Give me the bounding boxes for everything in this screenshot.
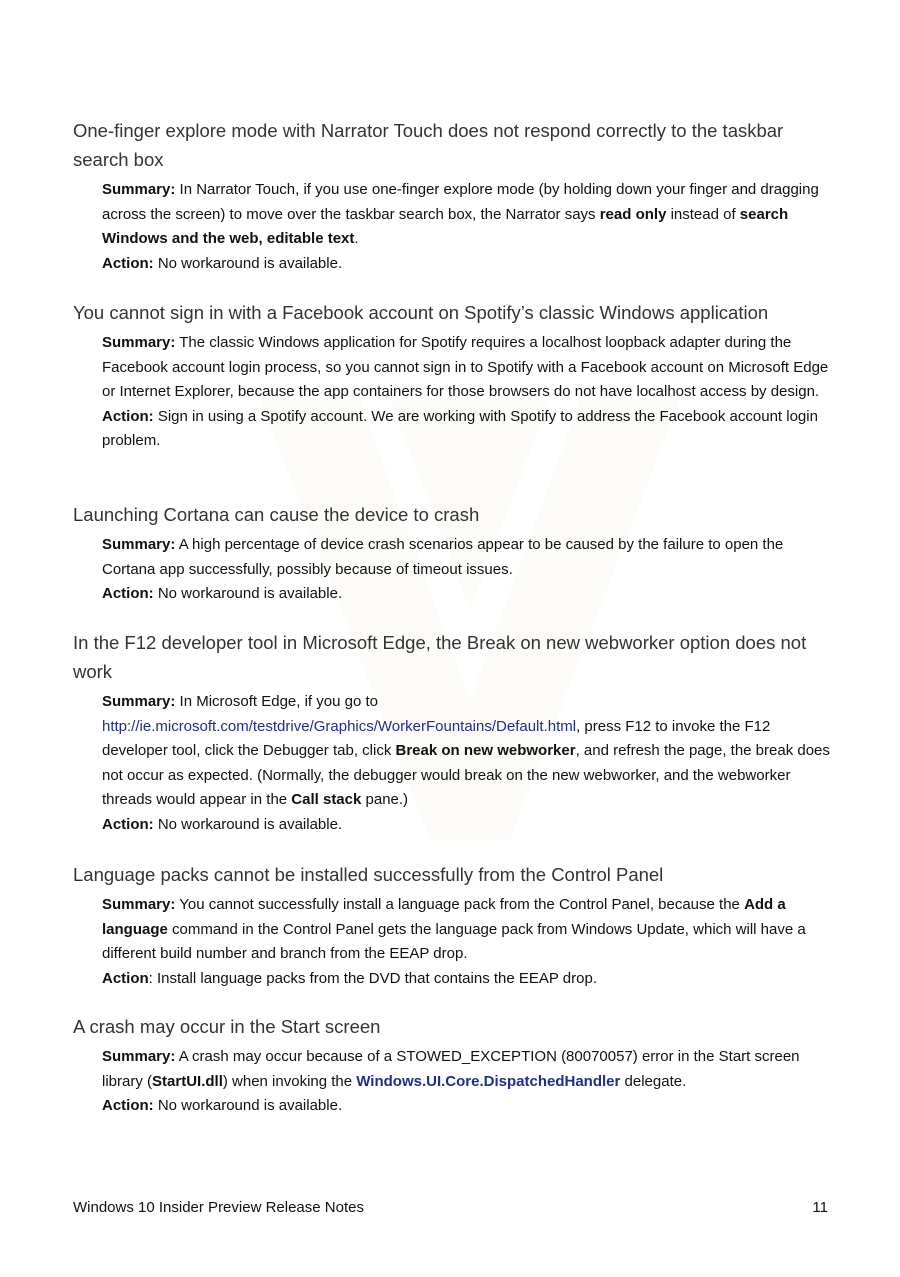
api-name-text: Windows.UI.Core.DispatchedHandler — [356, 1072, 621, 1090]
issue-body — [102, 690, 833, 838]
summary-label: Summary: — [102, 693, 176, 710]
issue-heading: You cannot sign in with a Facebook account on Spotify’s classic Windows application — [73, 302, 769, 323]
summary-label: Summary: — [102, 536, 176, 553]
issue-heading: One-finger explore mode with Narrator Touch does not respond correctly to the taskbar search box — [73, 120, 784, 170]
summary-paragraph — [102, 690, 833, 813]
summary-label: Summary: — [102, 1048, 176, 1065]
footer-doc-title: Windows 10 Insider Preview Release Notes — [73, 1199, 364, 1216]
issue-section — [73, 860, 833, 991]
summary-bold-text: read only — [599, 205, 667, 223]
summary-paragraph — [102, 893, 833, 967]
action-text: : Install language packs from the DVD that contains the EEAP drop. — [148, 969, 597, 987]
issue-heading: Language packs cannot be installed successfully from the Control Panel — [73, 864, 664, 885]
summary-label: Summary: — [102, 181, 176, 198]
action-label: Action: — [102, 254, 154, 272]
issue-heading: Launching Cortana can cause the device to crash — [73, 504, 480, 525]
summary-paragraph — [102, 533, 833, 582]
page-number: 11 — [812, 1199, 828, 1216]
summary-text: ) when invoking the — [222, 1072, 357, 1090]
summary-text: , press F12 to invoke the F12 developer tool, click the Debugger tab, click — [102, 717, 771, 760]
action-paragraph — [102, 405, 833, 454]
action-text: No workaround is available. — [157, 254, 343, 272]
summary-text: In Narrator Touch, if you use one-finger explore mode (by holding down your finger and dragging across the screen) to move over the taskbar search box, the Narrator says — [102, 181, 819, 223]
summary-paragraph — [102, 331, 833, 405]
issue-body — [102, 533, 833, 607]
summary-bold-text: StartUI.dll — [152, 1072, 223, 1090]
summary-text: command in the Control Panel gets the language pack from Windows Update, which will have a different build number and branch from the EEAP drop. — [102, 920, 806, 963]
summary-text: . — [354, 230, 359, 248]
action-label: Action — [102, 969, 149, 987]
issue-section — [73, 500, 833, 607]
action-label: Action: — [102, 585, 154, 603]
summary-bold-text: Break on new webworker — [395, 742, 576, 760]
action-paragraph — [102, 967, 833, 992]
summary-text: delegate. — [620, 1072, 687, 1090]
summary-text: The classic Windows application for Spotify requires a localhost loopback adapter during the Facebook account login process, so you cannot sign in to Spotify with a Facebook account on Microsoft Edge or Internet Explorer, because the app containers for those browsers do not have localhost access by design. — [102, 334, 829, 401]
action-label: Action: — [102, 815, 154, 833]
summary-text: instead of — [666, 205, 740, 223]
summary-text: A high percentage of device crash scenarios appear to be caused by the failure to open the Cortana app successfully, possibly because of timeout issues. — [102, 536, 784, 578]
summary-text: , and refresh the page, the break does not occur as expected. (Normally, the debugger would break on the new webworker, and the webworker threads would appear in the — [102, 742, 830, 809]
action-paragraph — [102, 1094, 833, 1119]
issue-body — [102, 1045, 833, 1119]
issue-section — [73, 298, 833, 454]
page-footer — [73, 1197, 828, 1219]
issue-heading: A crash may occur in the Start screen — [73, 1016, 381, 1037]
summary-paragraph — [102, 1045, 833, 1094]
action-paragraph — [102, 813, 833, 838]
action-text: No workaround is available. — [157, 585, 343, 603]
issue-section — [73, 628, 833, 838]
summary-paragraph — [102, 178, 833, 252]
testdrive-link[interactable]: http://ie.microsoft.com/testdrive/Graphics/WorkerFountains/Default.html — [102, 717, 577, 735]
summary-bold-text: Call stack — [291, 791, 362, 809]
action-text: No workaround is available. — [157, 1097, 343, 1115]
action-text: Sign in using a Spotify account. We are working with Spotify to address the Facebook account login problem. — [102, 407, 818, 450]
summary-text: pane.) — [361, 791, 409, 809]
summary-label: Summary: — [102, 896, 176, 913]
summary-bold-text: search Windows and the web, editable text — [102, 205, 789, 248]
issue-body — [102, 331, 833, 454]
summary-text: A crash may occur because of a STOWED_EXCEPTION (80070057) error in the Start screen library ( — [102, 1048, 800, 1090]
issue-body — [102, 178, 833, 276]
action-text: No workaround is available. — [157, 815, 343, 833]
issue-section — [73, 116, 833, 276]
action-label: Action: — [102, 1097, 154, 1115]
issue-body — [102, 893, 833, 991]
issue-heading: In the F12 developer tool in Microsoft Edge, the Break on new webworker option does not work — [73, 632, 807, 682]
summary-label: Summary: — [102, 334, 176, 351]
summary-text: In Microsoft Edge, if you go to — [179, 693, 378, 710]
action-paragraph — [102, 582, 833, 607]
action-paragraph — [102, 252, 833, 277]
action-label: Action: — [102, 407, 154, 425]
issue-section — [73, 1012, 833, 1119]
summary-bold-text: Add a language — [102, 896, 786, 938]
summary-text: You cannot successfully install a language pack from the Control Panel, because the — [179, 896, 745, 913]
